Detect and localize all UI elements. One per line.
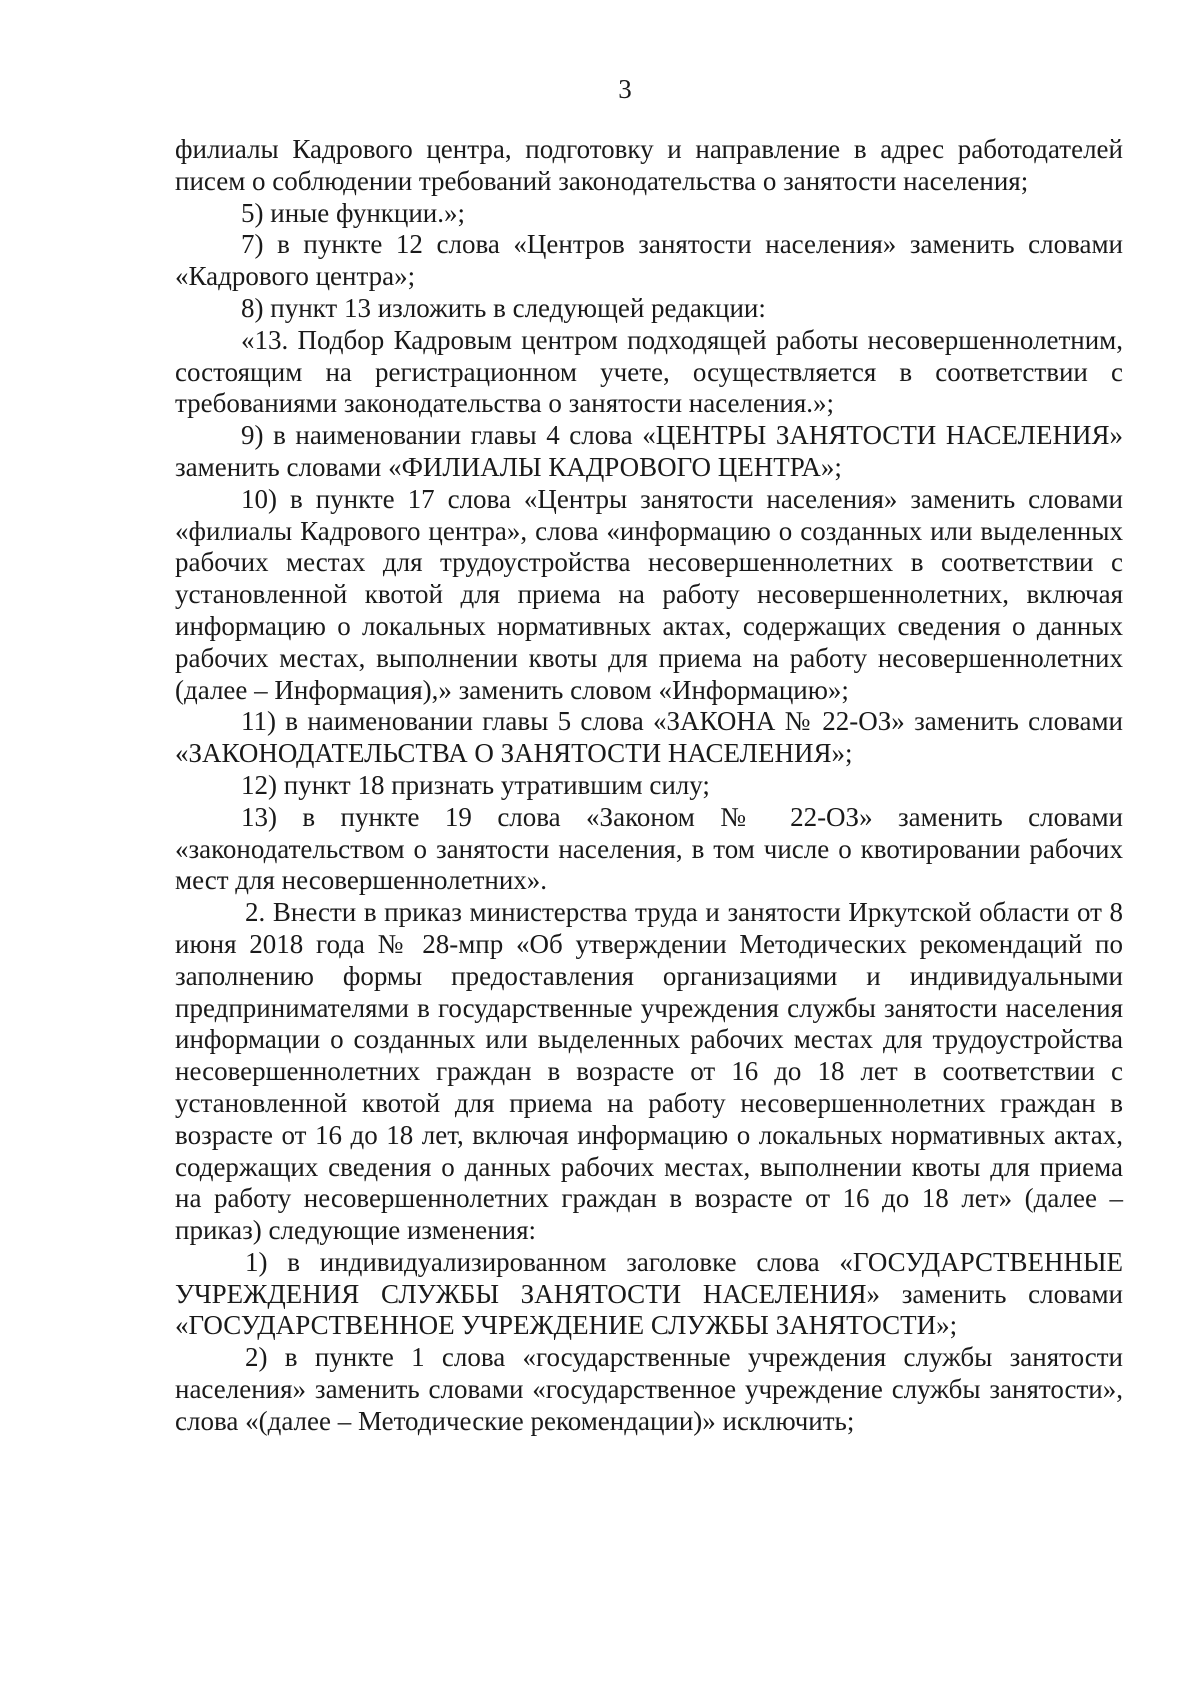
paragraph-item-11: 11) в наименовании главы 5 слова «ЗАКОНА № 22-ОЗ» заменить словами «ЗАКОНОДАТЕЛЬСТВА О ЗАНЯТОСТИ НАСЕЛЕНИЯ»; bbox=[175, 706, 1123, 769]
paragraph-item-13: 13) в пункте 19 слова «Законом № 22-ОЗ» заменить словами «законодательством о занятости населения, в том числе о квотировании рабочих мест для несовершеннолетних». bbox=[175, 801, 1123, 896]
paragraph-clause-13: «13. Подбор Кадровым центром подходящей работы несовершеннолетним, состоящим на регистрационном учете, осуществляется в соответствии с требованиями законодательства о занятости населения.»; bbox=[175, 324, 1123, 419]
paragraph-continuation: филиалы Кадрового центра, подготовку и направление в адрес работодателей писем о соблюдении требований законодательства о занятости населения; bbox=[175, 134, 1123, 196]
paragraph-subitem-1: 1) в индивидуализированном заголовке слова «ГОСУДАРСТВЕННЫЕ УЧРЕЖДЕНИЯ СЛУЖБЫ ЗАНЯТОСТИ НАСЕЛЕНИЯ» заменить словами «ГОСУДАРСТВЕННОЕ УЧРЕЖДЕНИЕ СЛУЖБЫ ЗАНЯТОСТИ»; bbox=[175, 1246, 1123, 1341]
paragraph-item-10: 10) в пункте 17 слова «Центры занятости населения» заменить словами «филиалы Кадрового центра», слова «информацию о созданных или выделенных рабочих местах для трудоустройства несовершеннолетних в соответствии с установленной квотой для приема на работу несовершеннолетних, включая информацию о локальных нормативных актах, содержащих сведения о данных рабочих местах, выполнении квоты для приема на работу несовершеннолетних (далее – Информация),» заменить словом «Информацию»; bbox=[175, 483, 1123, 705]
paragraph-section-2: 2. Внести в приказ министерства труда и занятости Иркутской области от 8 июня 2018 года № 28-мпр «Об утверждении Методических рекомендаций по заполнению формы предоставления организациями и индивидуальными предпринимателями в государственные учреждения службы занятости населения информации о созданных или выделенных рабочих местах для трудоустройства несовершеннолетних граждан в возрасте от 16 до 18 лет в соответствии с установленной квотой для приема на работу несовершеннолетних граждан в возрасте от 16 до 18 лет, включая информацию о локальных нормативных актах, содержащих сведения о данных рабочих местах, выполнении квоты для приема на работу несовершеннолетних граждан в возрасте от 16 до 18 лет» (далее – приказ) следующие изменения: bbox=[175, 897, 1123, 1246]
document-body bbox=[175, 134, 1123, 1438]
page-number: 3 bbox=[618, 74, 632, 104]
paragraph-item-8: 8) пункт 13 изложить в следующей редакции: bbox=[241, 292, 766, 323]
paragraph-item-7: 7) в пункте 12 слова «Центров занятости населения» заменить словами «Кадрового центра»; bbox=[175, 229, 1123, 292]
paragraph-item-12: 12) пункт 18 признать утратившим силу; bbox=[241, 769, 710, 800]
paragraph-item-9: 9) в наименовании главы 4 слова «ЦЕНТРЫ ЗАНЯТОСТИ НАСЕЛЕНИЯ» заменить словами «ФИЛИАЛЫ КАДРОВОГО ЦЕНТРА»; bbox=[175, 420, 1123, 482]
paragraph-item-5: 5) иные функции.»; bbox=[241, 197, 466, 228]
paragraph-subitem-2: 2) в пункте 1 слова «государственные учреждения службы занятости населения» заменить словами «государственное учреждение службы занятости», слова «(далее – Методические рекомендации)» исключить; bbox=[175, 1342, 1123, 1436]
